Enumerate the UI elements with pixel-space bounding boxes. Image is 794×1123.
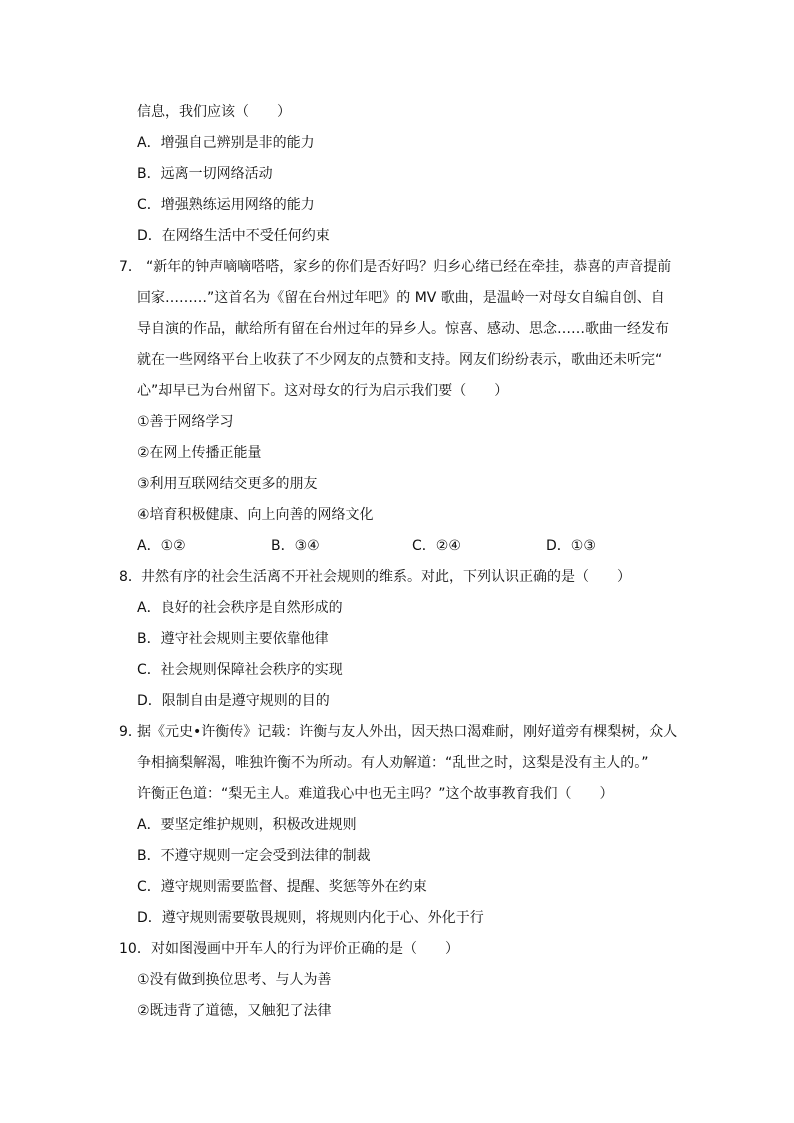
q9-option-b: B．不遵守规则一定会受到法律的制裁 (137, 848, 371, 864)
q8-option-c: C．社会规则保障社会秩序的实现 (137, 662, 343, 678)
q7-stem-line-4: 就在一些网络平台上收获了不少网友的点赞和支持。网友们纷纷表示，歌曲还未听完“ (137, 352, 663, 368)
q7-stem-line-2: 回家………”这首名为《留在台州过年吧》的 MV 歌曲，是温岭一对母女自编自创、自 (137, 290, 665, 306)
q6-option-b: B．远离一切网络活动 (137, 166, 273, 182)
q9-option-a: A．要坚定维护规则，积极改进规则 (137, 817, 357, 833)
q9-option-d: D．遵守规则需要敬畏规则，将规则内化于心、外化于行 (137, 910, 484, 926)
q6-option-a: A．增强自己辨别是非的能力 (137, 135, 315, 151)
q7-statement-1: ①善于网络学习 (137, 414, 234, 430)
q10-statement-1: ①没有做到换位思考、与人为善 (137, 972, 332, 988)
q8-option-d: D．限制自由是遵守规则的目的 (137, 693, 330, 709)
q6-option-d: D．在网络生活中不受任何约束 (137, 228, 330, 244)
q7-statement-3: ③利用互联网结交更多的朋友 (137, 476, 318, 492)
q8-option-a: A．良好的社会秩序是自然形成的 (137, 600, 343, 616)
q9-stem-line-1: 据《元史•许衡传》记载：许衡与友人外出，因天热口渴难耐，刚好道旁有棵梨树，众人 (137, 724, 678, 740)
q10-statement-2: ②既违背了道德，又触犯了法律 (137, 1003, 332, 1019)
q8-option-b: B．遵守社会规则主要依靠他律 (137, 631, 329, 647)
q7-choice-a: A．①② (137, 538, 186, 554)
q10-number: 10． (119, 941, 151, 957)
q7-choice-c: C．②④ (412, 538, 461, 554)
q7-statement-4: ④培育积极健康、向上向善的网络文化 (137, 507, 374, 523)
q7-number: 7． (119, 259, 142, 275)
q10-stem: 对如图漫画中开车人的行为评价正确的是（ ） (151, 941, 459, 957)
q7-stem-line-5: 心”却早已为台州留下。这对母女的行为启示我们要（ ） (137, 383, 509, 399)
q8-number: 8． (119, 569, 142, 585)
q7-stem-line-1: “新年的钟声嘀嘀嗒嗒，家乡的你们是否好吗？归乡心绪已经在牵挂，恭喜的声音提前 (146, 259, 672, 275)
q7-stem-line-3: 导自演的作品，献给所有留在台州过年的异乡人。惊喜、感动、思念……歌曲一经发布 (137, 321, 669, 337)
q9-stem-line-3: 许衡正色道：“梨无主人。难道我心中也无主吗？”这个故事教育我们（ ） (137, 786, 614, 802)
q9-number: 9． (119, 724, 142, 740)
q6-option-c: C．增强熟练运用网络的能力 (137, 197, 315, 213)
q8-stem: 井然有序的社会生活离不开社会规则的维系。对此，下列认识正确的是（ ） (141, 569, 631, 585)
q7-statement-2: ②在网上传播正能量 (137, 445, 262, 461)
q9-stem-line-2: 争相摘梨解渴，唯独许衡不为所动。有人劝解道：“乱世之时，这梨是没有主人的。” (137, 755, 649, 771)
q7-choice-d: D．①③ (546, 538, 596, 554)
q9-option-c: C．遵守规则需要监督、提醒、奖惩等外在约束 (137, 879, 427, 895)
q6-stem-tail: 信息，我们应该（ ） (137, 104, 291, 120)
q7-choice-b: B．③④ (271, 538, 320, 554)
